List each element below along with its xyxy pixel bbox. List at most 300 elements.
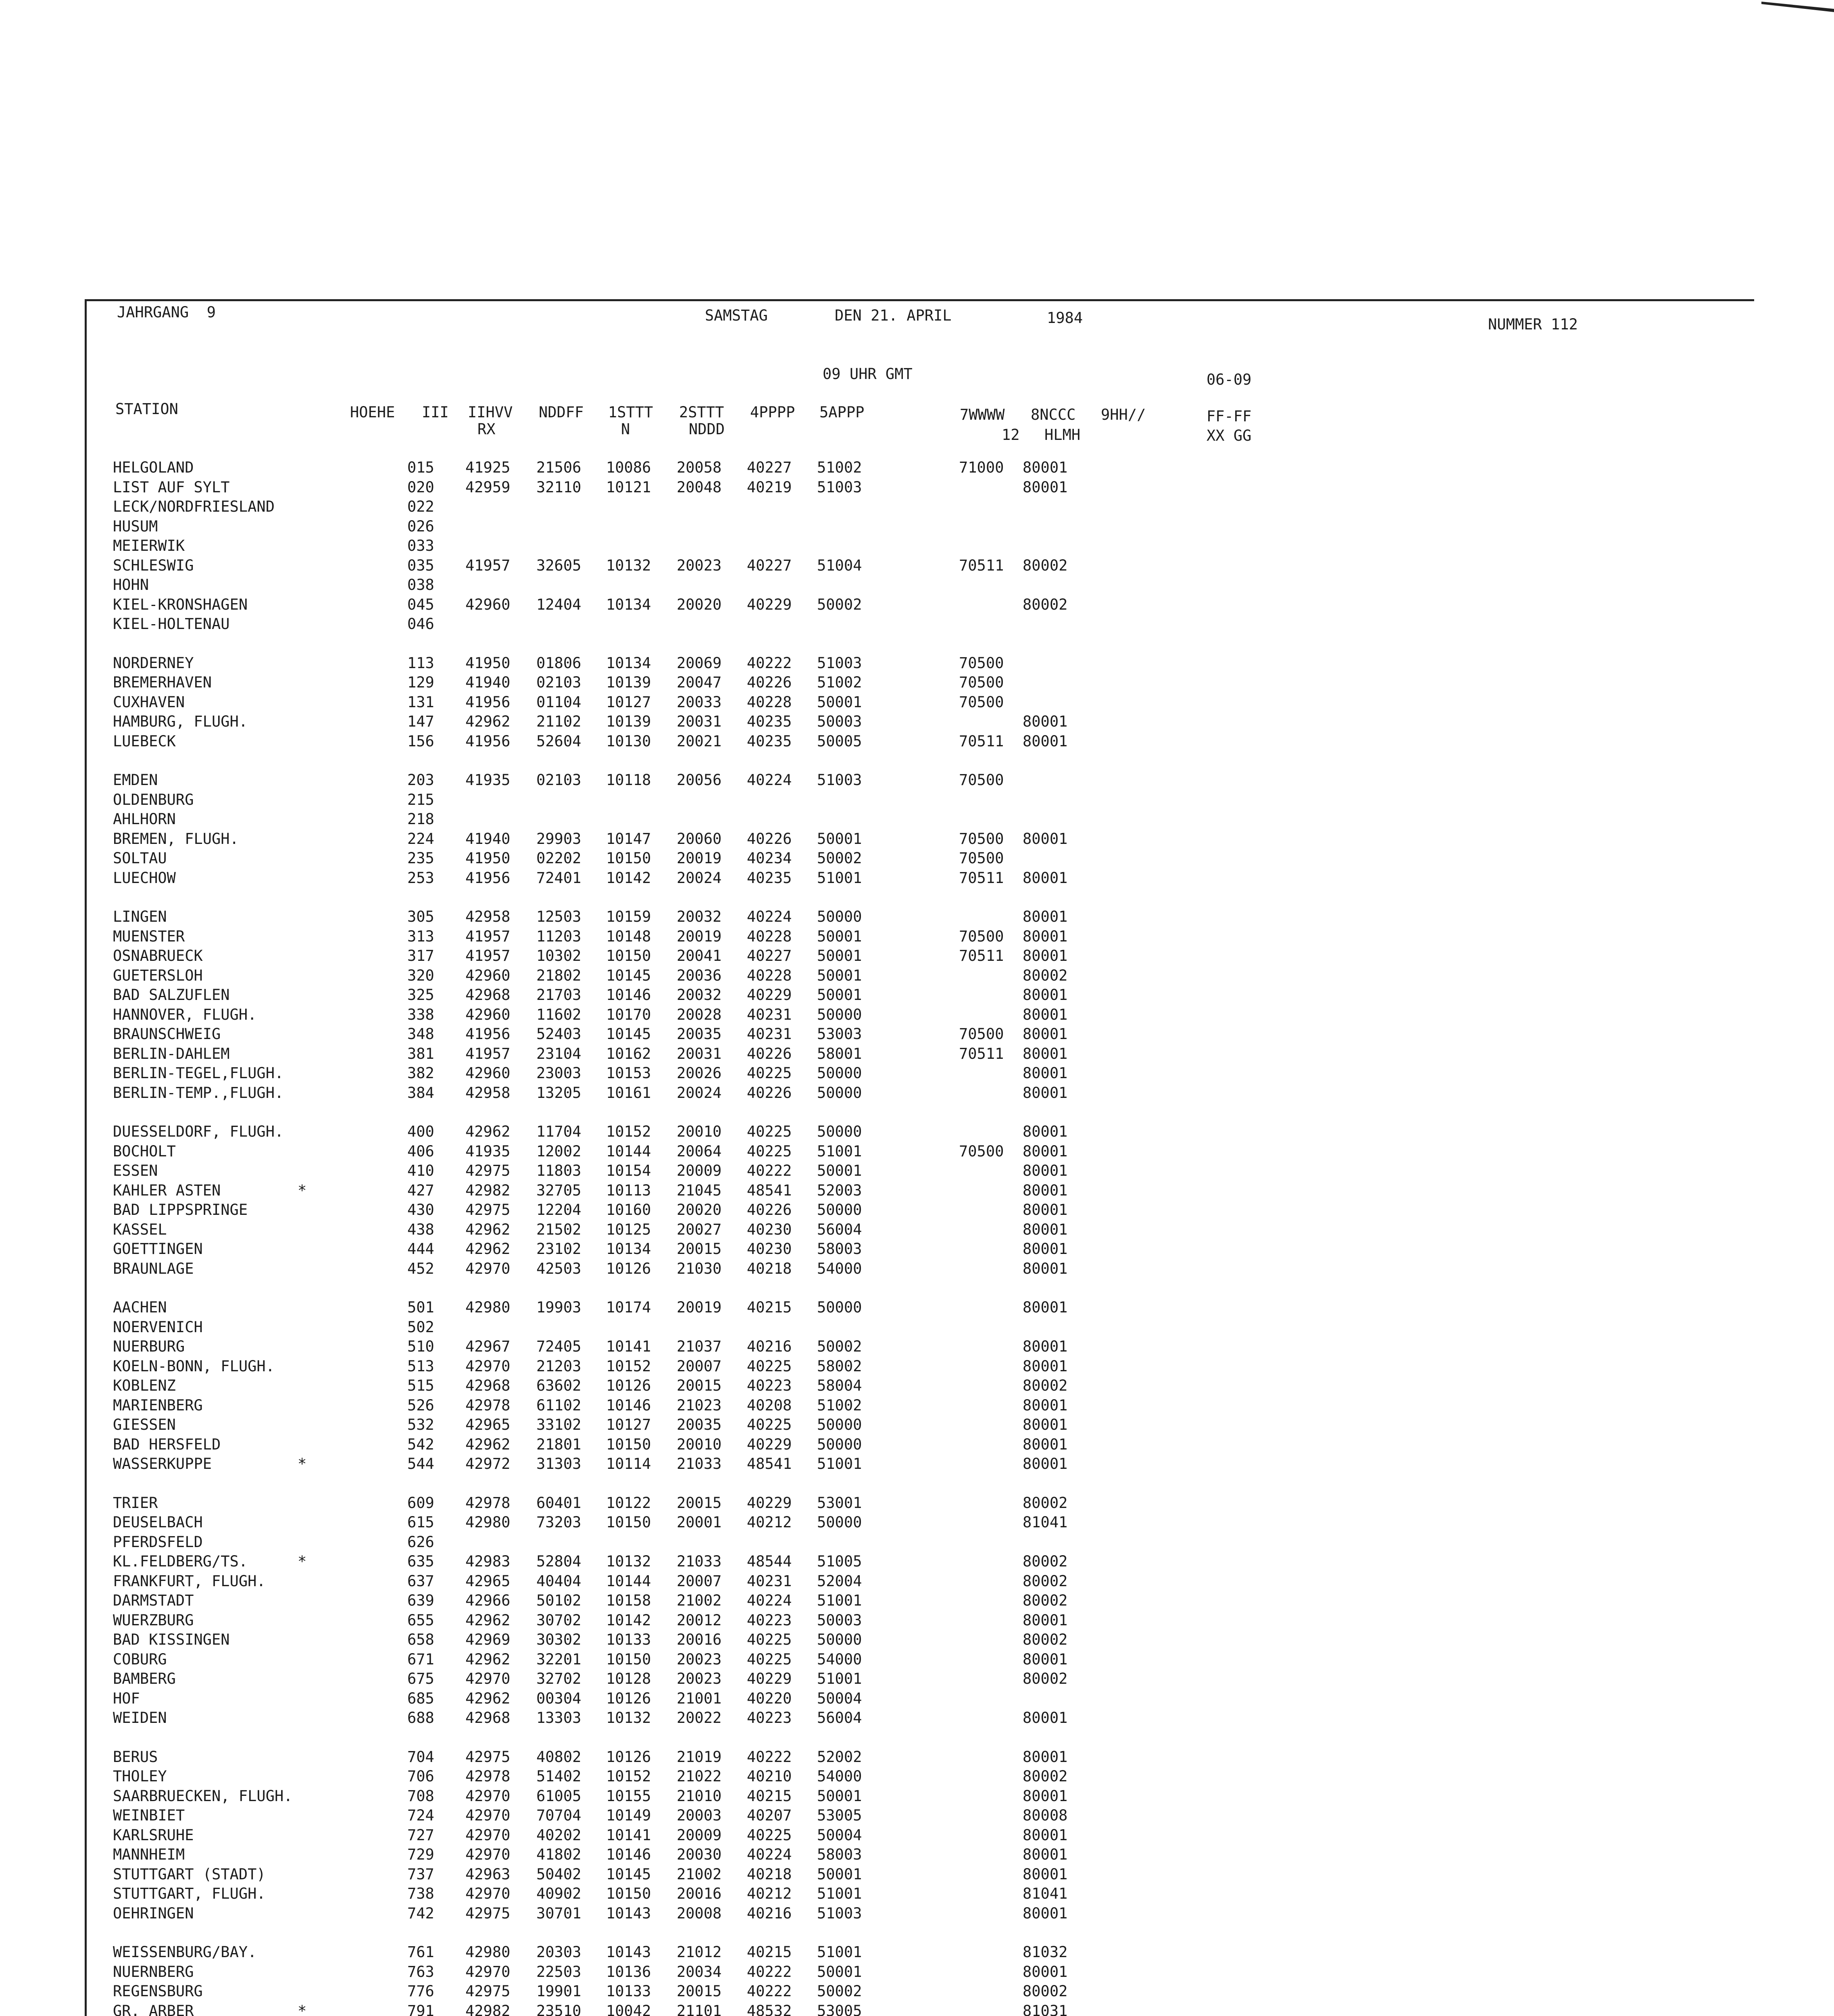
group-5appp: 51003 (817, 479, 862, 496)
group-8nccc: 80001 (1023, 1612, 1068, 1629)
group-iihvv: 41957 (465, 928, 511, 945)
station-name: OSNABRUECK (113, 947, 203, 964)
group-5appp: 50005 (817, 733, 862, 750)
group-2sttt: 20003 (677, 1807, 722, 1824)
col-ff-ff: FF-FF (1207, 408, 1252, 425)
station-name: SCHLESWIG (113, 557, 194, 574)
group-5appp: 58001 (817, 1045, 862, 1062)
group-1sttt: 10127 (606, 1416, 651, 1433)
group-4pppp: 40218 (747, 1866, 792, 1883)
col-7wwww: 7WWWW (960, 406, 1005, 423)
group-1sttt: 10141 (606, 1338, 651, 1355)
group-4pppp: 40224 (747, 1592, 792, 1609)
group-1sttt: 10132 (606, 1709, 651, 1727)
group-4pppp: 40226 (747, 674, 792, 691)
group-4pppp: 40216 (747, 1905, 792, 1922)
group-4pppp: 40226 (747, 1045, 792, 1062)
station-number: 382 (407, 1064, 434, 1082)
group-iihvv: 42962 (465, 1436, 511, 1453)
observation-window: 06-09 (1207, 371, 1252, 388)
group-5appp: 50001 (817, 1866, 862, 1883)
group-5appp: 56004 (817, 1709, 862, 1727)
station-number: 147 (407, 713, 434, 730)
group-2sttt: 20020 (677, 1201, 722, 1218)
group-iihvv: 42975 (465, 1162, 511, 1179)
group-1sttt: 10150 (606, 1436, 651, 1453)
group-1sttt: 10154 (606, 1162, 651, 1179)
group-2sttt: 20030 (677, 1846, 722, 1863)
group-5appp: 52004 (817, 1572, 862, 1590)
group-2sttt: 20041 (677, 947, 722, 964)
group-iihvv: 42980 (465, 1943, 511, 1961)
group-8nccc: 80002 (1023, 557, 1068, 574)
year: 1984 (1047, 309, 1083, 327)
group-5appp: 51001 (817, 1943, 862, 1961)
group-7wwww: 70511 (959, 947, 1004, 964)
col-ff-sub: XX GG (1207, 427, 1252, 444)
group-8nccc: 80001 (1023, 1221, 1068, 1238)
group-5appp: 51004 (817, 557, 862, 574)
group-4pppp: 40226 (747, 1084, 792, 1102)
station-name: LUECHOW (113, 869, 176, 887)
station-name: OLDENBURG (113, 791, 194, 808)
group-8nccc: 80001 (1023, 1025, 1068, 1043)
group-5appp: 51001 (817, 1455, 862, 1472)
group-nddff: 00304 (536, 1690, 581, 1707)
station-number: 526 (407, 1397, 434, 1414)
group-iihvv: 42975 (465, 1748, 511, 1766)
group-nddff: 72405 (536, 1338, 581, 1355)
group-iihvv: 42983 (465, 1553, 511, 1570)
group-2sttt: 20027 (677, 1221, 722, 1238)
group-iihvv: 42968 (465, 986, 511, 1004)
station-number: 502 (407, 1318, 434, 1336)
group-1sttt: 10127 (606, 694, 651, 711)
station-name: ESSEN (113, 1162, 158, 1179)
group-1sttt: 10143 (606, 1905, 651, 1922)
group-2sttt: 20019 (677, 850, 722, 867)
group-nddff: 11602 (536, 1006, 581, 1023)
group-nddff: 32110 (536, 479, 581, 496)
group-2sttt: 20008 (677, 1905, 722, 1922)
group-2sttt: 20031 (677, 1045, 722, 1062)
group-nddff: 21502 (536, 1221, 581, 1238)
group-1sttt: 10145 (606, 1025, 651, 1043)
station-name: REGENSBURG (113, 1983, 203, 2000)
group-5appp: 53003 (817, 1025, 862, 1043)
group-4pppp: 40222 (747, 1162, 792, 1179)
col-4pppp: 4PPPP (750, 404, 795, 421)
group-1sttt: 10139 (606, 674, 651, 691)
group-nddff: 42503 (536, 1260, 581, 1277)
group-nddff: 21801 (536, 1436, 581, 1453)
group-4pppp: 40225 (747, 1123, 792, 1140)
group-8nccc: 80001 (1023, 986, 1068, 1004)
observation-time: 09 UHR GMT (823, 365, 913, 383)
station-number: 729 (407, 1846, 434, 1863)
group-1sttt: 10146 (606, 986, 651, 1004)
group-5appp: 51001 (817, 1143, 862, 1160)
group-8nccc: 80001 (1023, 1651, 1068, 1668)
group-1sttt: 10125 (606, 1221, 651, 1238)
group-7wwww: 70500 (959, 1025, 1004, 1043)
group-2sttt: 20064 (677, 1143, 722, 1160)
group-4pppp: 40222 (747, 1963, 792, 1981)
group-nddff: 30701 (536, 1905, 581, 1922)
group-nddff: 10302 (536, 947, 581, 964)
group-iihvv: 42970 (465, 1963, 511, 1981)
station-number: 253 (407, 869, 434, 887)
station-name: KOBLENZ (113, 1377, 176, 1394)
group-4pppp: 40228 (747, 928, 792, 945)
group-nddff: 32201 (536, 1651, 581, 1668)
station-name: MANNHEIM (113, 1846, 185, 1863)
group-nddff: 61005 (536, 1787, 581, 1805)
group-iihvv: 42962 (465, 1651, 511, 1668)
group-2sttt: 21022 (677, 1768, 722, 1785)
station-number: 704 (407, 1748, 434, 1766)
group-2sttt: 20035 (677, 1416, 722, 1433)
group-8nccc: 80001 (1023, 1006, 1068, 1023)
group-2sttt: 20026 (677, 1064, 722, 1082)
group-1sttt: 10126 (606, 1260, 651, 1277)
station-number: 626 (407, 1533, 434, 1551)
group-iihvv: 42968 (465, 1709, 511, 1727)
group-nddff: 22503 (536, 1963, 581, 1981)
group-2sttt: 20019 (677, 1299, 722, 1316)
station-number: 215 (407, 791, 434, 808)
group-5appp: 54000 (817, 1768, 862, 1785)
station-number: 410 (407, 1162, 434, 1179)
group-nddff: 02103 (536, 771, 581, 789)
station-number: 510 (407, 1338, 434, 1355)
group-5appp: 50002 (817, 1983, 862, 2000)
group-1sttt: 10142 (606, 1612, 651, 1629)
station-number: 305 (407, 908, 434, 925)
group-iihvv: 42970 (465, 1358, 511, 1375)
station-name: BAD LIPPSPRINGE (113, 1201, 248, 1218)
group-5appp: 51001 (817, 1670, 862, 1687)
group-4pppp: 40212 (747, 1885, 792, 1902)
station-number: 515 (407, 1377, 434, 1394)
group-4pppp: 40223 (747, 1377, 792, 1394)
station-name: NUERBURG (113, 1338, 185, 1355)
group-2sttt: 20023 (677, 557, 722, 574)
station-number: 045 (407, 596, 434, 613)
group-nddff: 30702 (536, 1612, 581, 1629)
station-name: EMDEN (113, 771, 158, 789)
group-4pppp: 40229 (747, 1494, 792, 1512)
group-nddff: 60401 (536, 1494, 581, 1512)
group-5appp: 50000 (817, 1064, 862, 1082)
station-number: 635 (407, 1553, 434, 1570)
station-name: WEIDEN (113, 1709, 167, 1727)
col-nddff: NDDFF (539, 404, 584, 421)
group-nddff: 73203 (536, 1514, 581, 1531)
group-2sttt: 20010 (677, 1436, 722, 1453)
col-iii: III (422, 404, 449, 421)
date: DEN 21. APRIL (835, 307, 952, 324)
mountain-station-mark: * (298, 1553, 307, 1570)
group-8nccc: 80001 (1023, 1182, 1068, 1199)
group-iihvv: 42982 (465, 2002, 511, 2016)
station-number: 203 (407, 771, 434, 789)
group-2sttt: 21002 (677, 1866, 722, 1883)
group-4pppp: 40220 (747, 1690, 792, 1707)
group-nddff: 23102 (536, 1240, 581, 1258)
station-name: STUTTGART (STADT) (113, 1866, 266, 1883)
station-name: CUXHAVEN (113, 694, 185, 711)
group-4pppp: 40225 (747, 1826, 792, 1844)
station-name: KIEL-HOLTENAU (113, 615, 230, 633)
group-8nccc: 80001 (1023, 459, 1068, 476)
station-number: 038 (407, 576, 434, 594)
group-1sttt: 10155 (606, 1787, 651, 1805)
group-8nccc: 81041 (1023, 1885, 1068, 1902)
group-2sttt: 20015 (677, 1983, 722, 2000)
group-nddff: 32605 (536, 557, 581, 574)
station-number: 046 (407, 615, 434, 633)
station-name: STUTTGART, FLUGH. (113, 1885, 266, 1902)
group-iihvv: 42963 (465, 1866, 511, 1883)
group-8nccc: 80002 (1023, 596, 1068, 613)
group-5appp: 51001 (817, 869, 862, 887)
group-4pppp: 40229 (747, 596, 792, 613)
col-hoehe: HOEHE (350, 404, 395, 421)
station-number: 675 (407, 1670, 434, 1687)
group-2sttt: 21033 (677, 1553, 722, 1570)
group-5appp: 58004 (817, 1377, 862, 1394)
group-iihvv: 41956 (465, 869, 511, 887)
group-2sttt: 21037 (677, 1338, 722, 1355)
group-nddff: 13303 (536, 1709, 581, 1727)
group-2sttt: 20032 (677, 908, 722, 925)
group-8nccc: 80001 (1023, 1787, 1068, 1805)
group-8nccc: 80002 (1023, 967, 1068, 984)
station-name: AACHEN (113, 1299, 167, 1316)
station-name: GOETTINGEN (113, 1240, 203, 1258)
group-1sttt: 10152 (606, 1123, 651, 1140)
group-8nccc: 80001 (1023, 869, 1068, 887)
station-name: LINGEN (113, 908, 167, 925)
group-nddff: 32702 (536, 1670, 581, 1687)
group-8nccc: 80001 (1023, 1084, 1068, 1102)
group-5appp: 58002 (817, 1358, 862, 1375)
group-nddff: 41802 (536, 1846, 581, 1863)
group-8nccc: 80001 (1023, 1436, 1068, 1453)
station-name: SAARBRUECKEN, FLUGH. (113, 1787, 293, 1805)
group-iihvv: 42970 (465, 1885, 511, 1902)
col-7wwww-sub: 12 (1002, 426, 1020, 444)
station-number: 542 (407, 1436, 434, 1453)
group-1sttt: 10145 (606, 967, 651, 984)
station-name: LECK/NORDFRIESLAND (113, 498, 275, 515)
station-name: KIEL-KRONSHAGEN (113, 596, 248, 613)
group-7wwww: 70500 (959, 674, 1004, 691)
station-name: WASSERKUPPE (113, 1455, 212, 1472)
group-2sttt: 20010 (677, 1123, 722, 1140)
group-iihvv: 42969 (465, 1631, 511, 1648)
group-5appp: 51003 (817, 1905, 862, 1922)
station-number: 544 (407, 1455, 434, 1472)
group-5appp: 51002 (817, 674, 862, 691)
group-4pppp: 40225 (747, 1651, 792, 1668)
group-iihvv: 42970 (465, 1807, 511, 1824)
group-4pppp: 40228 (747, 967, 792, 984)
station-name: SOLTAU (113, 850, 167, 867)
station-name: DARMSTADT (113, 1592, 194, 1609)
group-2sttt: 21101 (677, 2002, 722, 2016)
group-5appp: 58003 (817, 1240, 862, 1258)
group-iihvv: 42965 (465, 1416, 511, 1433)
station-name: WEISSENBURG/BAY. (113, 1943, 257, 1961)
station-number: 685 (407, 1690, 434, 1707)
group-iihvv: 42967 (465, 1338, 511, 1355)
group-1sttt: 10160 (606, 1201, 651, 1218)
group-4pppp: 40235 (747, 869, 792, 887)
group-5appp: 54000 (817, 1260, 862, 1277)
group-2sttt: 21010 (677, 1787, 722, 1805)
station-name: KAHLER ASTEN (113, 1182, 221, 1199)
group-5appp: 50001 (817, 1162, 862, 1179)
station-name: LIST AUF SYLT (113, 479, 230, 496)
group-8nccc: 80008 (1023, 1807, 1068, 1824)
volume-label: JAHRGANG 9 (117, 304, 216, 321)
group-iihvv: 41957 (465, 557, 511, 574)
group-2sttt: 21023 (677, 1397, 722, 1414)
group-nddff: 32705 (536, 1182, 581, 1199)
group-5appp: 53005 (817, 2002, 862, 2016)
group-iihvv: 42975 (465, 1983, 511, 2000)
group-8nccc: 80001 (1023, 928, 1068, 945)
group-8nccc: 80001 (1023, 1240, 1068, 1258)
group-1sttt: 10122 (606, 1494, 651, 1512)
group-4pppp: 40222 (747, 654, 792, 672)
group-5appp: 52002 (817, 1748, 862, 1766)
station-name: COBURG (113, 1651, 167, 1668)
group-1sttt: 10149 (606, 1807, 651, 1824)
group-iihvv: 42968 (465, 1377, 511, 1394)
group-1sttt: 10150 (606, 850, 651, 867)
group-1sttt: 10152 (606, 1358, 651, 1375)
group-8nccc: 80001 (1023, 1709, 1068, 1727)
group-5appp: 50001 (817, 928, 862, 945)
group-nddff: 40404 (536, 1572, 581, 1590)
group-8nccc: 80001 (1023, 1905, 1068, 1922)
station-name: BAD KISSINGEN (113, 1631, 230, 1648)
station-number: 384 (407, 1084, 434, 1102)
station-name: GR. ARBER (113, 2002, 194, 2016)
station-number: 737 (407, 1866, 434, 1883)
group-nddff: 40802 (536, 1748, 581, 1766)
group-5appp: 50000 (817, 1084, 862, 1102)
group-5appp: 50001 (817, 1963, 862, 1981)
group-4pppp: 48532 (747, 2002, 792, 2016)
group-4pppp: 40219 (747, 479, 792, 496)
group-8nccc: 80001 (1023, 1358, 1068, 1375)
group-7wwww: 70511 (959, 1045, 1004, 1062)
group-2sttt: 20007 (677, 1358, 722, 1375)
col-5appp: 5APPP (819, 404, 865, 421)
group-iihvv: 42958 (465, 908, 511, 925)
group-1sttt: 10133 (606, 1631, 651, 1648)
group-iihvv: 42959 (465, 479, 511, 496)
group-2sttt: 20019 (677, 928, 722, 945)
group-iihvv: 42972 (465, 1455, 511, 1472)
issue-number: NUMMER 112 (1488, 316, 1578, 333)
group-5appp: 51001 (817, 1885, 862, 1902)
group-iihvv: 42960 (465, 1064, 511, 1082)
group-iihvv: 42978 (465, 1494, 511, 1512)
group-1sttt: 10141 (606, 1826, 651, 1844)
station-name: BERLIN-TEMP.,FLUGH. (113, 1084, 284, 1102)
station-name: BRAUNLAGE (113, 1260, 194, 1277)
group-2sttt: 20007 (677, 1572, 722, 1590)
station-name: NOERVENICH (113, 1318, 203, 1336)
group-nddff: 30302 (536, 1631, 581, 1648)
group-8nccc: 80001 (1023, 1963, 1068, 1981)
group-2sttt: 21030 (677, 1260, 722, 1277)
group-iihvv: 42970 (465, 1846, 511, 1863)
col-station: STATION (115, 400, 178, 418)
station-name: GIESSEN (113, 1416, 176, 1433)
station-number: 020 (407, 479, 434, 496)
group-7wwww: 70500 (959, 771, 1004, 789)
group-5appp: 50003 (817, 713, 862, 730)
group-nddff: 01806 (536, 654, 581, 672)
col-2sttt-sub: NDDD (689, 421, 725, 438)
group-4pppp: 40234 (747, 850, 792, 867)
group-1sttt: 10118 (606, 771, 651, 789)
group-iihvv: 42978 (465, 1397, 511, 1414)
group-5appp: 50001 (817, 967, 862, 984)
mountain-station-mark: * (298, 2002, 307, 2016)
group-1sttt: 10126 (606, 1748, 651, 1766)
group-5appp: 50001 (817, 694, 862, 711)
group-nddff: 23510 (536, 2002, 581, 2016)
station-name: MUENSTER (113, 928, 185, 945)
group-iihvv: 42962 (465, 713, 511, 730)
group-nddff: 50402 (536, 1866, 581, 1883)
station-name: MEIERWIK (113, 537, 185, 554)
station-name: FRANKFURT, FLUGH. (113, 1572, 266, 1590)
group-nddff: 02103 (536, 674, 581, 691)
group-2sttt: 20016 (677, 1631, 722, 1648)
group-4pppp: 40224 (747, 908, 792, 925)
group-iihvv: 42962 (465, 1612, 511, 1629)
group-5appp: 50003 (817, 1612, 862, 1629)
group-iihvv: 41935 (465, 771, 511, 789)
group-4pppp: 40227 (747, 459, 792, 476)
group-8nccc: 81031 (1023, 2002, 1068, 2016)
group-2sttt: 20032 (677, 986, 722, 1004)
group-1sttt: 10139 (606, 713, 651, 730)
station-name: KASSEL (113, 1221, 167, 1238)
col-iihvv: IIHVV (468, 404, 513, 421)
group-2sttt: 21045 (677, 1182, 722, 1199)
group-2sttt: 20012 (677, 1612, 722, 1629)
group-8nccc: 80002 (1023, 1983, 1068, 2000)
group-8nccc: 80001 (1023, 1846, 1068, 1863)
station-number: 317 (407, 947, 434, 964)
station-number: 015 (407, 459, 434, 476)
group-1sttt: 10134 (606, 654, 651, 672)
station-name: HELGOLAND (113, 459, 194, 476)
station-number: 444 (407, 1240, 434, 1258)
group-8nccc: 80001 (1023, 1416, 1068, 1433)
group-1sttt: 10130 (606, 733, 651, 750)
station-number: 671 (407, 1651, 434, 1668)
